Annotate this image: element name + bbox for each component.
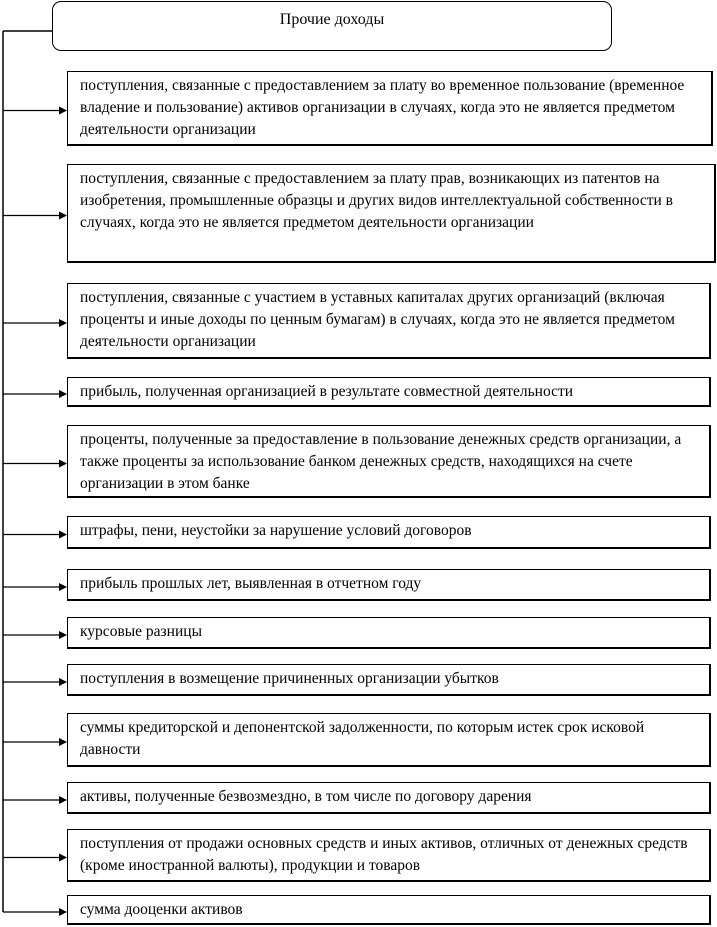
item-box-10 <box>67 713 711 767</box>
item-text-6: штрафы, пени, неустойки за нарушение условий договоров <box>80 522 472 539</box>
item-text-12: поступления от продажи основных средств и иных активов, отличных от денежных средств (кроме иностранной валюты), продукции и товаров <box>80 835 688 874</box>
item-box-12 <box>67 829 711 882</box>
item-box-3 <box>67 283 711 359</box>
item-text-8: курсовые разницы <box>80 623 202 640</box>
title-text: Прочие доходы <box>279 11 385 28</box>
item-text-13: сумма дооценки активов <box>80 901 243 918</box>
item-box-5 <box>67 425 711 498</box>
item-box-7 <box>67 569 711 601</box>
item-text-10: суммы кредиторской и депонентской задолженности, по которым истек срок исковой давности <box>80 719 645 758</box>
item-text-1: поступления, связанные с предоставлением за плату во временное пользование (временное владение и пользование) активов организации в случаях, когда это не является предметом деятельности организации <box>80 77 685 138</box>
item-box-6 <box>67 516 711 549</box>
item-box-9 <box>67 664 711 696</box>
title-box <box>52 1 612 51</box>
item-text-3: поступления, связанные с участием в уставных капиталах других организаций (включая проценты и иные доходы по ценным бумагам) в случаях, когда это не является предметом деятельности организации <box>80 289 675 350</box>
item-box-8 <box>67 617 711 649</box>
item-box-4 <box>67 377 711 407</box>
item-box-13 <box>67 895 711 925</box>
item-text-11: активы, полученные безвозмездно, в том числе по договору дарения <box>80 788 532 805</box>
item-text-2: поступления, связанные с предоставлением за плату прав, возникающих из патентов на изобретения, промышленные образцы и других видов интеллектуальной собственности в случаях, когда это не является предметом деятельности организации <box>80 170 674 231</box>
item-text-7: прибыль прошлых лет, выявленная в отчетном году <box>80 575 422 592</box>
item-text-9: поступления в возмещение причиненных организации убытков <box>80 670 499 687</box>
item-text-5: проценты, полученные за предоставление в пользование денежных средств организации, а также проценты за использование банком денежных средств, находящихся на счете организации в этом банке <box>80 431 682 492</box>
item-box-2 <box>67 164 716 263</box>
item-box-1 <box>67 71 713 146</box>
item-text-4: прибыль, полученная организацией в результате совместной деятельности <box>80 383 574 400</box>
item-box-11 <box>67 782 711 814</box>
